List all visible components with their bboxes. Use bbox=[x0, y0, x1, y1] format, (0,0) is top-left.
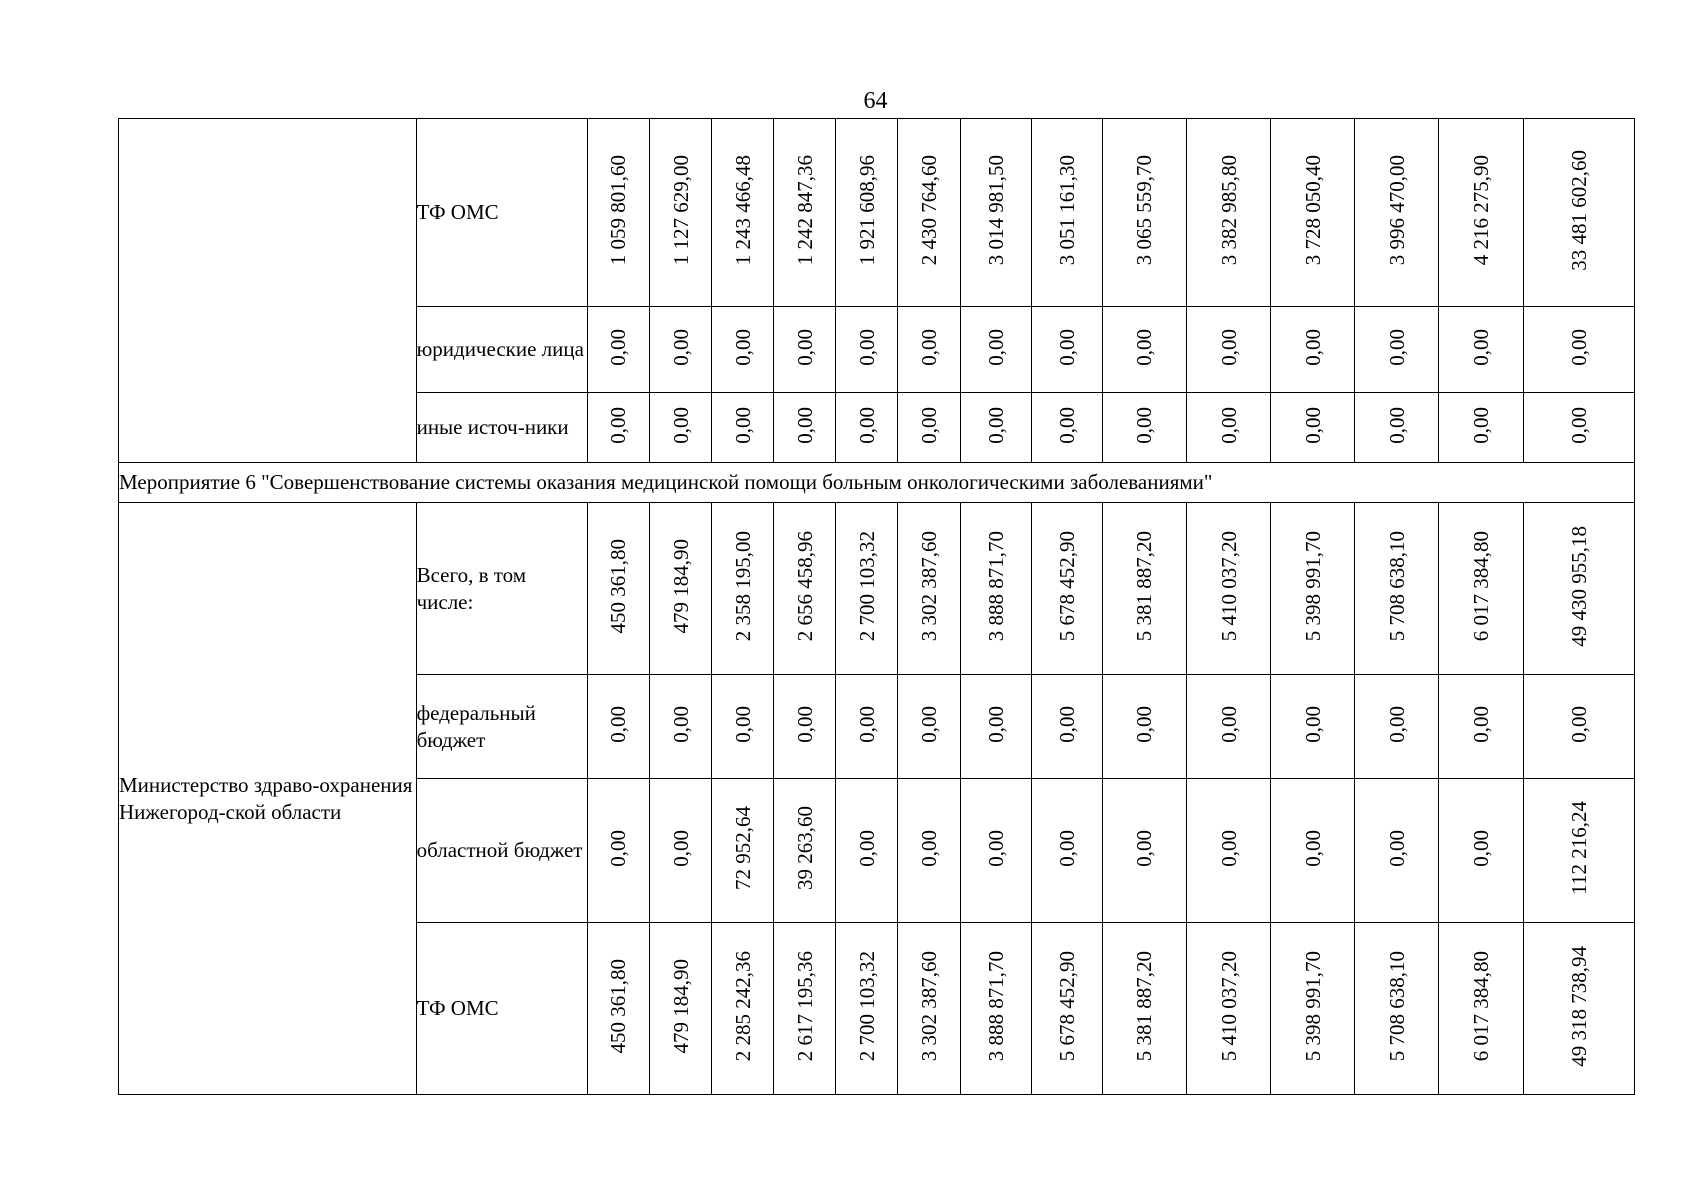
amount-value: 5 381 887,20 bbox=[1132, 950, 1157, 1062]
budget-table bbox=[118, 118, 1635, 1095]
amount-value: 0,00 bbox=[1384, 406, 1409, 444]
amount-cell bbox=[1523, 307, 1634, 393]
amount-cell bbox=[960, 779, 1031, 923]
amount-value: 0,00 bbox=[1469, 328, 1494, 366]
amount-cell bbox=[712, 503, 774, 675]
amount-value: 2 285 242,36 bbox=[730, 950, 755, 1062]
amount-cell bbox=[898, 307, 960, 393]
amount-value: 112 216,24 bbox=[1566, 801, 1591, 895]
amount-cell bbox=[898, 119, 960, 307]
measure-title: Мероприятие 6 "Совершенствование системы оказания медицинской помощи больным онкологическими заболеваниями" bbox=[119, 463, 1635, 503]
amount-cell bbox=[1187, 503, 1271, 675]
amount-cell bbox=[650, 119, 712, 307]
amount-cell bbox=[1187, 119, 1271, 307]
amount-value: 450 361,80 bbox=[606, 958, 631, 1054]
amount-cell bbox=[836, 923, 898, 1095]
amount-value: 3 302 387,60 bbox=[917, 950, 941, 1062]
amount-cell bbox=[712, 923, 774, 1095]
top-group bbox=[119, 119, 1635, 463]
amount-cell bbox=[774, 923, 836, 1095]
amount-value: 0,00 bbox=[1469, 705, 1494, 743]
funding-source-label: иные источ-ники bbox=[416, 393, 587, 463]
amount-value: 0,00 bbox=[1300, 705, 1325, 743]
amount-cell bbox=[898, 503, 960, 675]
amount-value: 2 358 195,00 bbox=[730, 530, 755, 642]
amount-value: 1 059 801,60 bbox=[606, 154, 631, 266]
amount-cell bbox=[960, 923, 1031, 1095]
amount-value: 4 216 275,90 bbox=[1469, 154, 1494, 266]
amount-value: 0,00 bbox=[1054, 328, 1079, 366]
amount-cell bbox=[1031, 675, 1102, 779]
amount-cell bbox=[836, 503, 898, 675]
amount-value: 0,00 bbox=[983, 406, 1008, 444]
amount-cell bbox=[1439, 675, 1523, 779]
amount-cell bbox=[1187, 307, 1271, 393]
amount-value: 5 708 638,10 bbox=[1384, 530, 1409, 642]
amount-cell bbox=[1271, 779, 1355, 923]
amount-cell bbox=[587, 393, 649, 463]
amount-cell bbox=[587, 923, 649, 1095]
amount-cell bbox=[1102, 307, 1186, 393]
amount-cell bbox=[650, 675, 712, 779]
amount-value: 2 700 103,32 bbox=[854, 530, 879, 642]
amount-value: 0,00 bbox=[1566, 328, 1591, 366]
amount-value: 72 952,64 bbox=[730, 806, 755, 890]
organization-cell: Министерство здраво-охранения Нижегород-ской области bbox=[119, 503, 417, 1095]
amount-value: 0,00 bbox=[854, 829, 879, 867]
amount-cell bbox=[1187, 779, 1271, 923]
amount-cell bbox=[650, 923, 712, 1095]
amount-value: 3 065 559,70 bbox=[1132, 154, 1157, 266]
amount-value: 0,00 bbox=[792, 705, 817, 743]
amount-cell bbox=[1102, 503, 1186, 675]
amount-cell bbox=[587, 779, 649, 923]
amount-cell bbox=[1102, 779, 1186, 923]
amount-cell bbox=[1355, 779, 1439, 923]
amount-value: 6 017 384,80 bbox=[1469, 950, 1494, 1062]
page-number: 64 bbox=[863, 88, 888, 114]
amount-value: 3 302 387,60 bbox=[917, 530, 941, 642]
amount-value: 0,00 bbox=[668, 829, 693, 867]
amount-cell bbox=[836, 119, 898, 307]
amount-cell bbox=[1439, 307, 1523, 393]
amount-value: 0,00 bbox=[606, 829, 631, 867]
amount-value: 0,00 bbox=[606, 406, 631, 444]
amount-value: 0,00 bbox=[1384, 328, 1409, 366]
amount-cell bbox=[898, 675, 960, 779]
amount-value: 3 051 161,30 bbox=[1054, 154, 1079, 266]
amount-value: 5 708 638,10 bbox=[1384, 950, 1409, 1062]
measure-title-row bbox=[119, 463, 1635, 503]
amount-value: 0,00 bbox=[668, 705, 693, 743]
amount-cell bbox=[1031, 503, 1102, 675]
amount-cell bbox=[712, 779, 774, 923]
funding-source-label: Всего, в том числе: bbox=[416, 503, 587, 675]
amount-value: 5 398 991,70 bbox=[1300, 950, 1325, 1062]
amount-value: 2 656 458,96 bbox=[792, 530, 817, 642]
amount-value: 0,00 bbox=[1300, 406, 1325, 444]
amount-cell bbox=[1355, 675, 1439, 779]
amount-cell bbox=[650, 779, 712, 923]
amount-cell bbox=[774, 393, 836, 463]
amount-cell bbox=[774, 307, 836, 393]
amount-cell bbox=[1187, 393, 1271, 463]
amount-cell bbox=[774, 119, 836, 307]
amount-value: 6 017 384,80 bbox=[1469, 530, 1494, 642]
amount-cell bbox=[1271, 307, 1355, 393]
amount-value: 0,00 bbox=[1132, 705, 1157, 743]
amount-cell bbox=[1523, 923, 1634, 1095]
amount-value: 0,00 bbox=[606, 328, 631, 366]
amount-cell bbox=[836, 307, 898, 393]
amount-cell bbox=[1523, 503, 1634, 675]
amount-cell bbox=[960, 675, 1031, 779]
amount-value: 0,00 bbox=[1216, 829, 1241, 867]
amount-value: 5 678 452,90 bbox=[1054, 530, 1079, 642]
funding-source-label: федеральный бюджет bbox=[416, 675, 587, 779]
amount-cell bbox=[587, 675, 649, 779]
amount-value: 1 921 608,96 bbox=[854, 154, 879, 266]
amount-value: 479 184,90 bbox=[668, 538, 693, 634]
amount-value: 1 242 847,36 bbox=[792, 154, 817, 266]
amount-cell bbox=[1031, 779, 1102, 923]
amount-value: 0,00 bbox=[854, 328, 879, 366]
amount-cell bbox=[836, 779, 898, 923]
amount-value: 450 361,80 bbox=[606, 538, 631, 634]
amount-value: 0,00 bbox=[917, 829, 941, 867]
amount-value: 0,00 bbox=[917, 328, 941, 366]
funding-source-label: ТФ ОМС bbox=[416, 923, 587, 1095]
amount-value: 0,00 bbox=[730, 328, 755, 366]
amount-cell bbox=[1031, 393, 1102, 463]
amount-value: 3 996 470,00 bbox=[1384, 154, 1409, 266]
amount-cell bbox=[898, 923, 960, 1095]
amount-cell bbox=[1355, 307, 1439, 393]
amount-value: 0,00 bbox=[1132, 829, 1157, 867]
amount-cell bbox=[1031, 119, 1102, 307]
amount-value: 0,00 bbox=[730, 705, 755, 743]
amount-cell bbox=[650, 503, 712, 675]
amount-cell bbox=[1523, 779, 1634, 923]
amount-value: 33 481 602,60 bbox=[1566, 149, 1591, 271]
amount-value: 0,00 bbox=[1384, 829, 1409, 867]
amount-cell bbox=[960, 119, 1031, 307]
amount-cell bbox=[712, 307, 774, 393]
measure-section bbox=[119, 463, 1635, 503]
amount-value: 49 430 955,18 bbox=[1566, 525, 1591, 647]
amount-value: 0,00 bbox=[1300, 829, 1325, 867]
amount-cell bbox=[1439, 779, 1523, 923]
amount-value: 0,00 bbox=[1469, 406, 1494, 444]
amount-cell bbox=[587, 503, 649, 675]
amount-value: 3 382 985,80 bbox=[1216, 154, 1241, 266]
amount-value: 3 728 050,40 bbox=[1300, 154, 1325, 266]
amount-cell bbox=[1271, 923, 1355, 1095]
amount-cell bbox=[774, 675, 836, 779]
amount-cell bbox=[1102, 923, 1186, 1095]
amount-cell bbox=[774, 503, 836, 675]
amount-value: 479 184,90 bbox=[668, 958, 693, 1054]
amount-cell bbox=[1271, 393, 1355, 463]
amount-value: 3 888 871,70 bbox=[983, 530, 1008, 642]
amount-value: 5 410 037,20 bbox=[1216, 530, 1241, 642]
amount-cell bbox=[836, 393, 898, 463]
amount-value: 0,00 bbox=[983, 705, 1008, 743]
amount-value: 0,00 bbox=[983, 829, 1008, 867]
amount-cell bbox=[1271, 119, 1355, 307]
amount-cell bbox=[1355, 923, 1439, 1095]
amount-value: 0,00 bbox=[1132, 328, 1157, 366]
amount-value: 0,00 bbox=[792, 406, 817, 444]
amount-cell bbox=[898, 779, 960, 923]
amount-cell bbox=[1102, 393, 1186, 463]
amount-value: 1 127 629,00 bbox=[668, 154, 693, 266]
amount-value: 0,00 bbox=[730, 406, 755, 444]
amount-cell bbox=[960, 503, 1031, 675]
table-row bbox=[119, 503, 1635, 675]
amount-value: 5 410 037,20 bbox=[1216, 950, 1241, 1062]
amount-cell bbox=[712, 393, 774, 463]
amount-value: 0,00 bbox=[917, 406, 941, 444]
amount-value: 0,00 bbox=[1216, 705, 1241, 743]
funding-source-label: областной бюджет bbox=[416, 779, 587, 923]
amount-value: 0,00 bbox=[668, 406, 693, 444]
amount-value: 0,00 bbox=[668, 328, 693, 366]
amount-cell bbox=[1187, 923, 1271, 1095]
amount-value: 0,00 bbox=[1054, 406, 1079, 444]
amount-cell bbox=[1439, 119, 1523, 307]
amount-value: 0,00 bbox=[854, 406, 879, 444]
amount-cell bbox=[650, 307, 712, 393]
amount-value: 0,00 bbox=[1384, 705, 1409, 743]
amount-value: 0,00 bbox=[1566, 406, 1591, 444]
amount-cell bbox=[1523, 393, 1634, 463]
amount-cell bbox=[1271, 503, 1355, 675]
amount-cell bbox=[1523, 119, 1634, 307]
amount-cell bbox=[1031, 307, 1102, 393]
amount-cell bbox=[1271, 675, 1355, 779]
organization-cell-empty bbox=[119, 119, 417, 463]
amount-value: 5 381 887,20 bbox=[1132, 530, 1157, 642]
amount-cell bbox=[1439, 503, 1523, 675]
amount-value: 2 700 103,32 bbox=[854, 950, 879, 1062]
amount-value: 0,00 bbox=[983, 328, 1008, 366]
amount-value: 5 398 991,70 bbox=[1300, 530, 1325, 642]
amount-cell bbox=[1355, 119, 1439, 307]
amount-cell bbox=[1031, 923, 1102, 1095]
table-row bbox=[119, 119, 1635, 307]
amount-cell bbox=[712, 675, 774, 779]
amount-cell bbox=[960, 393, 1031, 463]
amount-cell bbox=[898, 393, 960, 463]
amount-value: 0,00 bbox=[1054, 829, 1079, 867]
amount-value: 0,00 bbox=[1300, 328, 1325, 366]
amount-value: 2 430 764,60 bbox=[917, 154, 941, 266]
amount-value: 2 617 195,36 bbox=[792, 950, 817, 1062]
amount-cell bbox=[960, 307, 1031, 393]
amount-cell bbox=[1102, 675, 1186, 779]
funding-source-label: юридические лица bbox=[416, 307, 587, 393]
amount-value: 39 263,60 bbox=[792, 806, 817, 890]
bottom-group bbox=[119, 503, 1635, 1095]
amount-cell bbox=[1102, 119, 1186, 307]
amount-value: 0,00 bbox=[1566, 705, 1591, 743]
amount-cell bbox=[1187, 675, 1271, 779]
amount-value: 49 318 738,94 bbox=[1566, 945, 1591, 1067]
funding-source-label: ТФ ОМС bbox=[416, 119, 587, 307]
amount-value: 0,00 bbox=[854, 705, 879, 743]
amount-cell bbox=[1439, 923, 1523, 1095]
amount-cell bbox=[1439, 393, 1523, 463]
amount-cell bbox=[1355, 393, 1439, 463]
amount-cell bbox=[1523, 675, 1634, 779]
amount-value: 0,00 bbox=[606, 705, 631, 743]
amount-cell bbox=[836, 675, 898, 779]
amount-value: 0,00 bbox=[792, 328, 817, 366]
amount-value: 0,00 bbox=[1132, 406, 1157, 444]
amount-value: 1 243 466,48 bbox=[730, 154, 755, 266]
amount-value: 3 014 981,50 bbox=[983, 154, 1008, 266]
amount-value: 0,00 bbox=[1469, 829, 1494, 867]
amount-cell bbox=[1355, 503, 1439, 675]
amount-cell bbox=[774, 779, 836, 923]
amount-cell bbox=[712, 119, 774, 307]
amount-value: 0,00 bbox=[1054, 705, 1079, 743]
amount-cell bbox=[587, 119, 649, 307]
amount-value: 3 888 871,70 bbox=[983, 950, 1008, 1062]
amount-cell bbox=[650, 393, 712, 463]
amount-value: 0,00 bbox=[1216, 328, 1241, 366]
amount-value: 0,00 bbox=[917, 705, 941, 743]
amount-cell bbox=[587, 307, 649, 393]
amount-value: 5 678 452,90 bbox=[1054, 950, 1079, 1062]
amount-value: 0,00 bbox=[1216, 406, 1241, 444]
